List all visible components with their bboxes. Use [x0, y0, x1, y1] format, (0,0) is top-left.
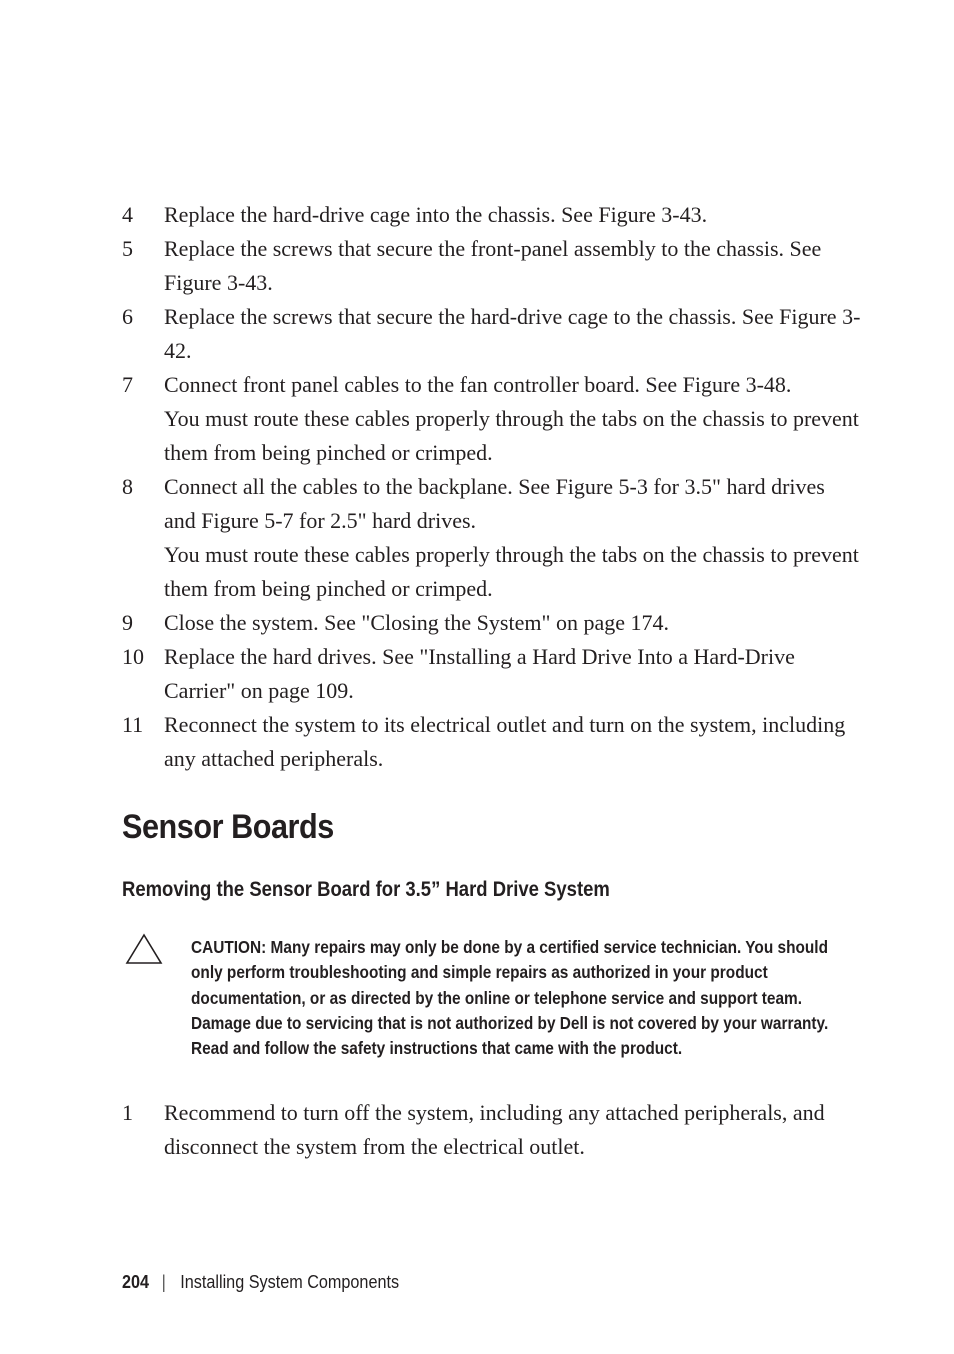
page-number: 204 [122, 1272, 150, 1292]
step-text [164, 198, 862, 232]
footer-separator: | [161, 1272, 166, 1292]
step-instruction: Recommend to turn off the system, including any attached peripherals, and disconnect the system from the electrical outlet. [164, 1100, 825, 1159]
subsection-title: Removing the Sensor Board for 3.5” Hard Drive System [122, 878, 610, 901]
step-number: 11 [122, 712, 144, 737]
list-item [122, 1096, 862, 1164]
step-instruction: Replace the screws that secure the hard-drive cage to the chassis. See Figure 3-42. [164, 304, 861, 363]
step-text [164, 606, 862, 640]
step-text [164, 1096, 862, 1164]
step-instruction: Close the system. See "Closing the System" on page 174. [164, 610, 669, 635]
step-text [164, 470, 862, 606]
step-number: 6 [122, 304, 133, 329]
steps-list-top [122, 198, 862, 776]
step-note: You must route these cables properly through the tabs on the chassis to prevent them from being pinched or crimped. [164, 542, 859, 601]
step-instruction: Connect all the cables to the backplane. See Figure 5-3 for 3.5" hard drives and Figure 5-7 for 2.5" hard drives. [164, 474, 825, 533]
step-text [164, 708, 862, 776]
list-item [122, 300, 862, 368]
list-item [122, 708, 862, 776]
section-title: Sensor Boards [122, 808, 334, 846]
step-number: 7 [122, 372, 133, 397]
list-item [122, 232, 862, 300]
step-instruction: Connect front panel cables to the fan controller board. See Figure 3-48. [164, 372, 792, 397]
chapter-title: Installing System Components [180, 1272, 400, 1292]
step-number: 4 [122, 202, 133, 227]
list-item [122, 368, 862, 470]
step-text [164, 232, 862, 300]
step-number: 10 [122, 644, 144, 669]
step-instruction: Replace the hard drives. See "Installing a Hard Drive Into a Hard-Drive Carrier" on page 109. [164, 644, 795, 703]
steps-list-bottom [122, 1096, 862, 1164]
list-item [122, 640, 862, 708]
list-item [122, 470, 862, 606]
step-instruction: Reconnect the system to its electrical outlet and turn on the system, including any attached peripherals. [164, 712, 846, 771]
step-number: 5 [122, 236, 133, 261]
step-instruction: Replace the screws that secure the front-panel assembly to the chassis. See Figure 3-43. [164, 236, 822, 295]
step-number: 9 [122, 610, 133, 635]
step-text [164, 640, 862, 708]
step-instruction: Replace the hard-drive cage into the chassis. See Figure 3-43. [164, 202, 708, 227]
step-number: 1 [122, 1100, 133, 1125]
step-text [164, 300, 862, 368]
list-item [122, 606, 862, 640]
step-number: 8 [122, 474, 133, 499]
list-item [122, 198, 862, 232]
step-text [164, 368, 862, 470]
caution-triangle-icon [124, 932, 164, 966]
step-note: You must route these cables properly through the tabs on the chassis to prevent them from being pinched or crimped. [164, 406, 859, 465]
caution-text: CAUTION: Many repairs may only be done by a certified service technician. You should only perform troubleshooting and simple repairs as authorized in your product documentation, or as directed by the online or telephone service and support team. Damage due to servicing that is not authorized by Dell is not covered by your warranty. Read and follow the safety instructions that came with the product. [191, 937, 829, 1059]
page-footer [122, 1272, 399, 1293]
